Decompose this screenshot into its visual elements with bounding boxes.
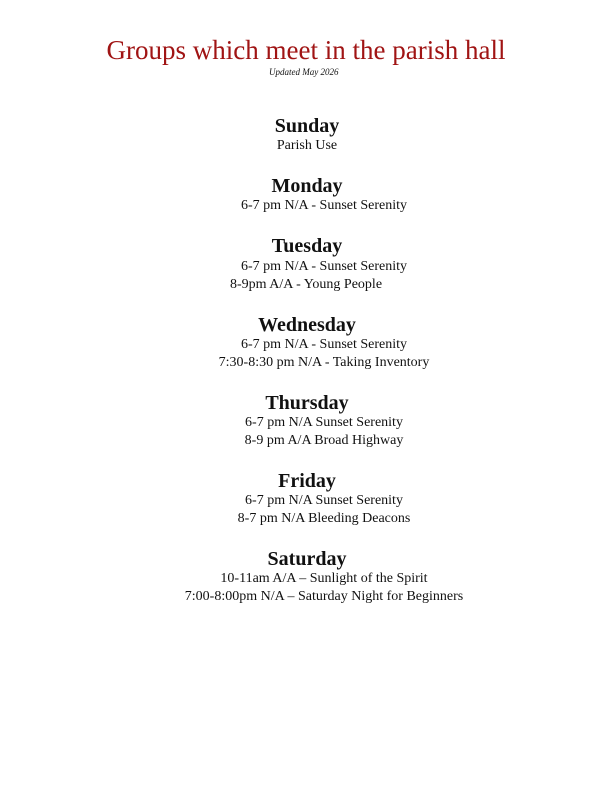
day-heading-tuesday: Tuesday bbox=[271, 235, 343, 257]
day-heading-friday: Friday bbox=[278, 470, 336, 492]
day-heading-saturday: Saturday bbox=[267, 548, 347, 570]
schedule-entry: 10-11am A/A – Sunlight of the Spirit bbox=[220, 571, 428, 586]
schedule-entry: 6-7 pm N/A - Sunset Serenity bbox=[240, 198, 408, 213]
day-heading-thursday: Thursday bbox=[265, 392, 349, 414]
schedule-entry: 6-7 pm N/A - Sunset Serenity bbox=[240, 337, 408, 352]
schedule-entry: 6-7 pm N/A Sunset Serenity bbox=[245, 415, 403, 430]
schedule-entry: 7:00-8:00pm N/A – Saturday Night for Beginners bbox=[184, 589, 464, 604]
day-heading-monday: Monday bbox=[271, 175, 343, 197]
schedule-entry: 8-9 pm A/A Broad Highway bbox=[244, 433, 404, 448]
schedule-entry: 6-7 pm N/A Sunset Serenity bbox=[245, 493, 403, 508]
day-heading-sunday: Sunday bbox=[274, 115, 340, 137]
schedule-entry: 6-7 pm N/A - Sunset Serenity bbox=[240, 259, 408, 274]
schedule-entry: 7:30-8:30 pm N/A - Taking Inventory bbox=[218, 355, 430, 370]
schedule-entry: 8-9pm A/A - Young People bbox=[229, 277, 383, 292]
page-title: Groups which meet in the parish hall bbox=[106, 35, 506, 65]
schedule-entry: 8-7 pm N/A Bleeding Deacons bbox=[237, 511, 411, 526]
day-heading-wednesday: Wednesday bbox=[258, 314, 356, 336]
schedule-entry: Parish Use bbox=[276, 138, 338, 153]
updated-date: Updated May 2026 bbox=[269, 67, 339, 77]
